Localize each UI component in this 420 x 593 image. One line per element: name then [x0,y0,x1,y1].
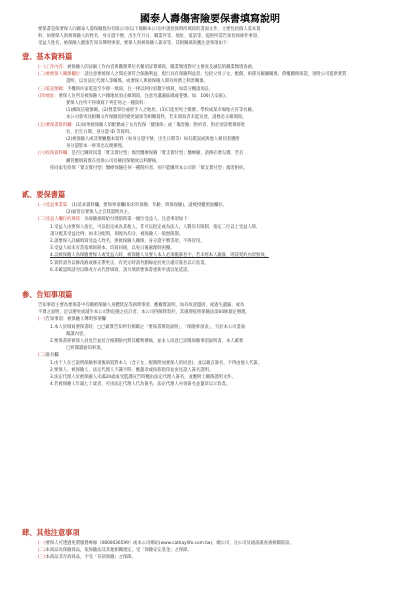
list-item: (2)被保險人或其要屬應本資料（如身分證字號，出生日期等）如有錯誤或與他人相同者應附 [66,137,240,143]
list-item: 2.要保人、被保險人、法定代理人不識字時，應蓋章或按捺指印並由見證人簽名證明。 [50,367,214,373]
intro-line: 料、如要保人與被保險人的姓名、身分證字號、出生年月日、職業件等，地址、電話等，提供所需告知投保條件事項、 [38,34,262,40]
list-item: 3.受益人如未有當指填寫冊本，均寫同冊，以免日後處理時困擾。 [50,246,175,252]
list-item: 本公司會寄送相關文件保險契約變更通知等相關資料，若未填寫者未能送達，請務必正確填寫。 [66,115,247,121]
page-title: 國泰人壽傷害險要保書填寫說明 [140,14,280,25]
list-item: (1)郵政信箱號碼。(2)營業單位或經手人之地址。(3)只能用男士徵審。學校或某市場地方宮等名稱。 [66,108,257,114]
section-heading-other-notes: 肆、其他注意事項 [22,528,80,537]
list-item: 1.本人於填寫要保書時，□已確實告知所有相關之「要保書填寫說明」、「保險事項表」，另於本公司書面 [50,324,246,330]
list-item: (一)工作內容：被保險人的詳細工作內容與職務單位名稱須詳實填寫，職業類別對可主要查及誠信的職業類別查詢。 [38,65,257,70]
list-item: (一)告知事項：被保險人聲明事項欄 [38,317,106,323]
list-item: 已經閱讀通知事項。 [66,346,105,352]
list-item: 要保人住所不得填寫下列任何之一種資料： [66,101,148,107]
list-item: (四)地址：要保人住所及被保險人戶籍地址須正確填寫，注意勿遺漏區碼或巷號。如：106(大安區)。 [38,93,230,99]
list-item: 名、出生日期，身分證 ID 等資料。 [66,129,134,135]
list-item: (三)本商品非存款商品，不受「存款保險」之保障。 [38,555,136,561]
list-item: 購買應填寫實在投保公司名稱投保額度以利審核。 [66,158,161,164]
section-body-disclosure [38,302,384,388]
list-item: (五)要保書資料欄：(1)如果被保險人的配偶或子女有投保「健康保」或「傷害險」附約者，對必須詳實填寫姓 [38,122,246,128]
paragraph-line: 告知事項主要為要保書中有關被保險人身體狀況等詢問事項，應據實說明，如有故意隱匿，或過失遺漏，或為 [38,303,245,308]
list-item: 5.資料請勿以修改液或修正帶更正，有更正時請勿劃線並於更正處旁簽名以示負責。 [50,260,209,266]
section-heading-disclosure: 參、告知事項篇 [22,290,73,299]
section-body-basic-info [38,64,384,172]
list-item: (三)電話號碼：手機與住家電話至少擇一填寫，且一律以阿拉伯數字填寫，如需分機請加註。 [38,86,214,92]
section-heading-application: 貳、要保書篇 [22,190,66,199]
list-item: (二)本商品為保險商品，依保險法及其他相關規定，受「保險安定基金」之保障。 [38,548,192,554]
paragraph-line: 不實之說明，足以變更或減少本公司對危險之估計者，本公司得解除契約，其處理依照保險法第64條規定辦理。 [38,310,250,316]
intro-line: 受益人姓名、被保險人健康告知及聲明事項，要保人與被保險人簽章等，其相關填寫應注意事項如下： [38,41,232,47]
list-item: 6.未確認時請勿以修改方式代替填寫，請另填新要保書重新申請以免延誤。 [50,267,192,273]
list-item: (六)投保資料欄：是否已購買同業「實支實付型」傷害醫療保險「實支實付型」醫療險，請務必要勾選，若有 [38,151,244,157]
list-item: (一)受益事業篇：(1)基本資料欄，要保事項欄(如未約保額、年齡、與保保險)，請被授權照面欄位。 [38,203,227,208]
list-item: 閱讀內容。 [66,331,88,337]
list-item: (一)要保人可透過免費服務專線（0800036599）或本公司網站(www.cathaylife.com.tw)，總公司、分公司及通訊處查詢相關資訊。 [38,541,294,546]
list-item: 4.以被保險人為保險要保人或受益人時，被保險人及要人本人必須親簽名字，若未經本人親簽，則該契約內容無效。 [50,253,269,259]
list-item: 4.若被保險人年滿七十歲者，可由法定代理人代為簽名，法定代理人亦須簽名並蓋章以示負責。 [50,382,231,388]
section-heading-basic-info: 壹、基本資料篇 [22,52,73,61]
list-item: 你同家有投保「實支實付型」醫療保險任何一種附約者，則不能購買本公司的「實支實付型」傷害附約。 [50,165,248,171]
list-item: 1.由于人在已說明保險事項後填寫對本人（含子女、配偶附加要保人的同意)，並以親自簽名，不得由他人代簽。 [50,360,263,366]
list-item: 證明，以及法定代理人等關係，或要保人與被保險人間有經濟上利害關係。 [66,79,208,85]
list-item: 1.受益人由要保人指定，可以指定或為其他人，非可以指定或為法人。人數沒有限制，指定二位以上受益人時， [50,224,261,230]
list-item: 請分配其受益比例；如未分配時，則視為均分，被保險人一般無限制。 [50,231,184,237]
section-body-other-notes [38,540,384,562]
list-item: (二)簽名欄 [38,353,59,359]
list-item: 2.請要保人詳細填寫受益人姓名，與被保險人關係，身分證字號等項，不得冒用。 [50,239,205,245]
intro-line: 要保書是保要保人向國泰人壽保險股份有限公司(以下簡稱本公司)申請投保時所填寫的書面文件，主要包括個人基本資 [38,27,261,32]
list-item: (二)要被保人關係欄位：請注意要被保人之間必須符合保險利益，現行具有保險利益者，包括父母子女，配偶、祖孫及僱傭關係、債權關係保證，須附公司提供實質 [38,72,347,78]
list-item: 2.要保書經被保人員見告並於合格期限內對其權利審核，並本人同意已詳閱保險事項說明書，本人確實 [50,339,244,345]
list-item: 身分證影本一併寄出以便辦理。 [66,144,127,150]
list-item: (二)受益人欄位約填寫：為保險保障給付理賠時第一順位受益人，注意事項如下： [38,217,192,223]
list-item: 3.法定代理人於被保險人未滿20歲或受監護宣告時應由法定代理人簽名，並應附上關係證明文件。 [50,375,236,381]
section-body-application [38,202,384,274]
intro-paragraph [38,26,384,48]
list-item: (2)通常以要保人之自我證明為主。 [66,210,133,216]
